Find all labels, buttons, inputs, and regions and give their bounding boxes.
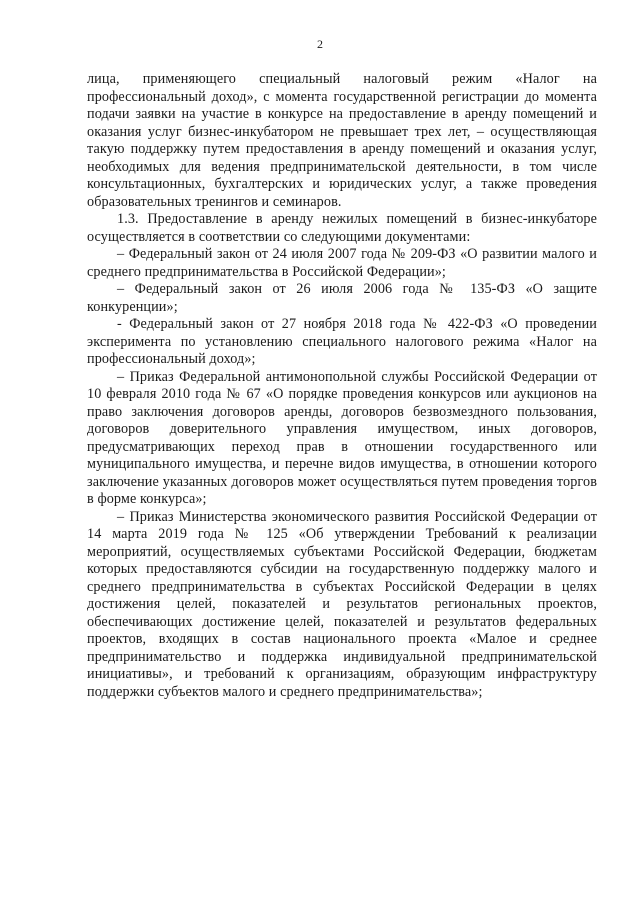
page-number: 2 xyxy=(317,37,323,51)
document-body xyxy=(87,71,597,701)
paragraph-law-209: – Федеральный закон от 24 июля 2007 года № 209-ФЗ «О развитии малого и среднего предпринимательства в Российской Федерации»; xyxy=(87,246,597,280)
paragraph-order-minek-125: – Приказ Министерства экономического развития Российской Федерации от 14 марта 2019 года № 125 «Об утверждении Требований к реализации мероприятий, осуществляемых субъектами Российской Федерации, бюджетам которых предоставляются субсидии на государственную поддержку малого и среднего предпринимательства в субъектах Российской Федерации в целях достижения целей, показателей и результатов региональных проектов, обеспечивающих достижение целей, показателей и результатов федеральных проектов, входящих в состав национального проекта «Малое и среднее предпринимательство и поддержка индивидуальной предпринимательской инициативы», и требований к организациям, образующим инфраструктуру поддержки субъектов малого и среднего предпринимательства»; xyxy=(87,508,597,700)
paragraph-order-fas-67: – Приказ Федеральной антимонопольной службы Российской Федерации от 10 февраля 2010 года № 67 «О порядке проведения конкурсов или аукционов на право заключения договоров аренды, договоров безвозмездного пользования, договоров доверительного управления имуществом, иных договоров, предусматривающих переход прав в отношении государственного или муниципального имущества, и перечне видов имущества, в отношении которого заключение указанных договоров может осуществляться путем проведения торгов в форме конкурса»; xyxy=(87,368,597,507)
paragraph-continuation: лица, применяющего специальный налоговый режим «Налог на профессиональный доход», с момента государственной регистрации до момента подачи заявки на участие в конкурсе на предоставление в аренду помещений и оказания услуг бизнес-инкубатором не превышает трех лет, – осуществляющая такую поддержку путем предоставления в аренду помещений и оказания услуг, необходимых для ведения предпринимательской деятельности, в том числе консультационных, бухгалтерских и юридических услуг, а также проведения образовательных тренингов и семинаров. xyxy=(87,71,597,210)
paragraph-section-1-3: 1.3. Предоставление в аренду нежилых помещений в бизнес-инкубаторе осуществляется в соответствии со следующими документами: xyxy=(87,211,597,245)
paragraph-law-135: – Федеральный закон от 26 июля 2006 года № 135-ФЗ «О защите конкуренции»; xyxy=(87,281,597,315)
paragraph-law-422: - Федеральный закон от 27 ноября 2018 года № 422-ФЗ «О проведении эксперимента по установлению специального налогового режима «Налог на профессиональный доход»; xyxy=(87,316,597,367)
